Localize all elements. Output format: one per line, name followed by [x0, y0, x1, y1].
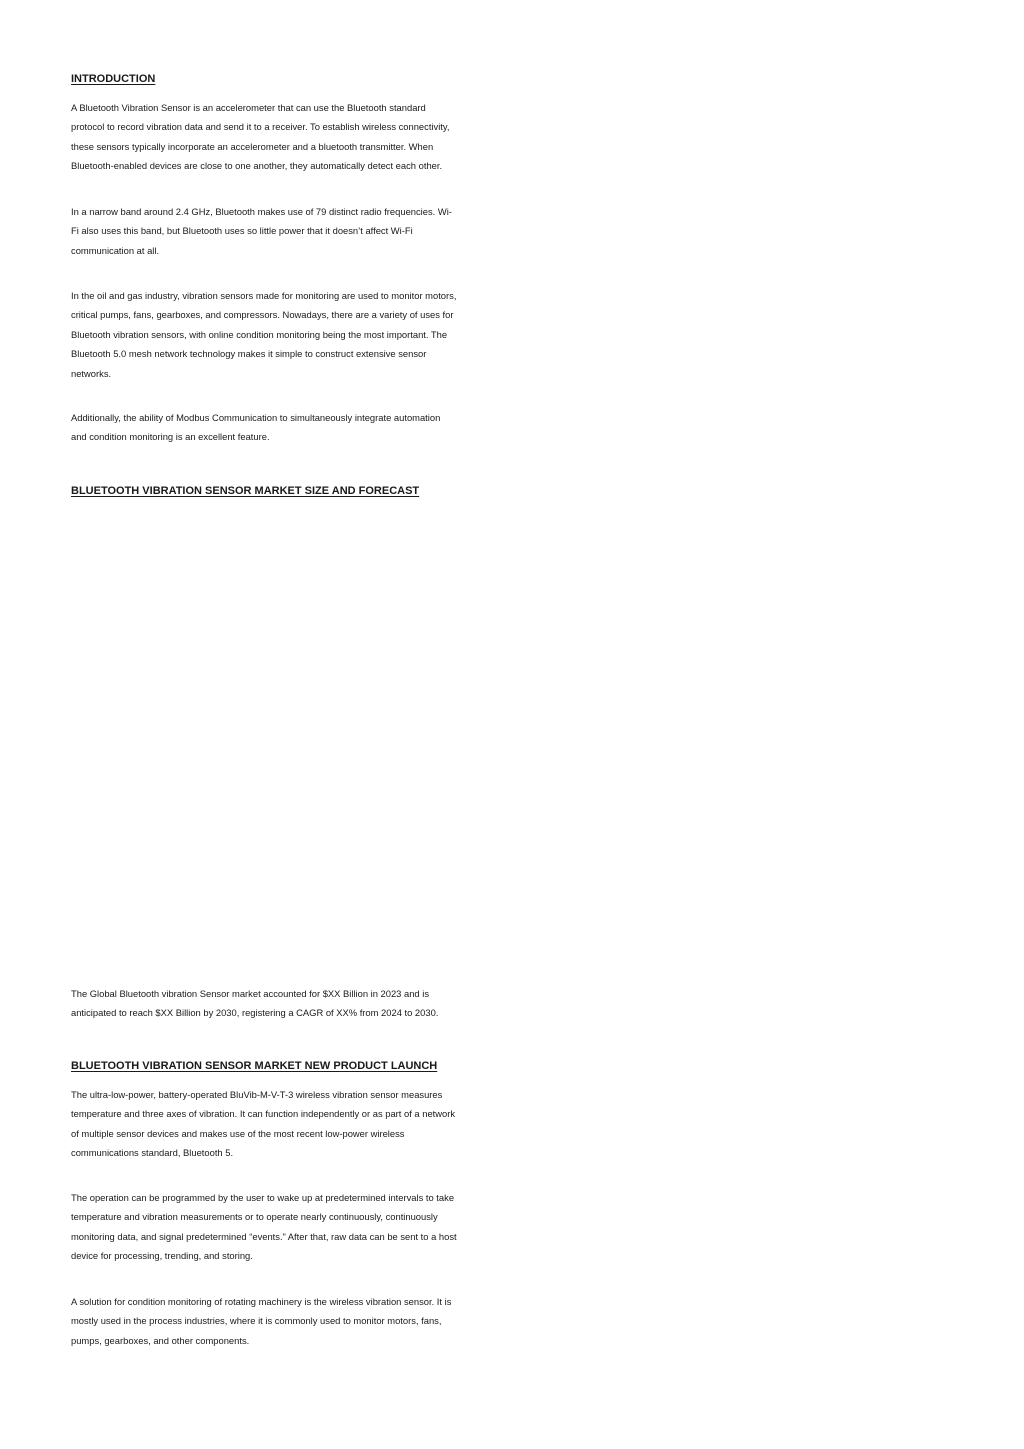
market-paragraph [71, 984, 503, 1023]
text-line: The Global Bluetooth vibration Sensor market accounted for $XX Billion in 2023 and is [71, 988, 430, 999]
text-line: In a narrow band around 2.4 GHz, Bluetooth makes use of 79 distinct radio frequencies. Wi- [71, 206, 452, 217]
text-line: monitoring data, and signal predetermined “events.” After that, raw data can be sent to a host [71, 1230, 457, 1242]
text-line: and condition monitoring is an excellent feature. [71, 431, 270, 443]
blank-figure-area [71, 515, 503, 975]
text-line: temperature and vibration measurements or to operate nearly continuously, continuously [71, 1211, 438, 1223]
text-line: Bluetooth vibration sensors, with online condition monitoring being the most important. The [71, 328, 448, 340]
text-line: mostly used in the process industries, where it is commonly used to monitor motors, fans, [71, 1315, 442, 1327]
text-line: communications standard, Bluetooth 5. [71, 1147, 234, 1159]
text-line: The operation can be programmed by the user to wake up at predetermined intervals to take [71, 1192, 455, 1203]
text-line: communication at all. [71, 244, 160, 256]
text-line: In the oil and gas industry, vibration sensors made for monitoring are used to monitor motors, [71, 290, 457, 301]
text-line: of multiple sensor devices and makes use of the most recent low-power wireless [71, 1127, 405, 1139]
section-heading-product-launch: BLUETOOTH VIBRATION SENSOR MARKET NEW PRODUCT LAUNCH [71, 1060, 438, 1072]
text-line: anticipated to reach $XX Billion by 2030, registering a CAGR of XX% from 2024 to 2030. [71, 1007, 439, 1019]
text-line: temperature and three axes of vibration. It can function independently or as part of a network [71, 1108, 456, 1120]
launch-paragraph-2 [71, 1188, 503, 1266]
text-line: Bluetooth 5.0 mesh network technology makes it simple to construct extensive sensor [71, 348, 427, 360]
text-line: A Bluetooth Vibration Sensor is an accelerometer that can use the Bluetooth standard [71, 102, 426, 113]
text-line: device for processing, trending, and storing. [71, 1250, 253, 1262]
intro-paragraph-2 [71, 202, 503, 260]
text-line: protocol to record vibration data and send it to a receiver. To establish wireless connectivity, [71, 121, 450, 133]
text-line: critical pumps, fans, gearboxes, and compressors. Nowadays, there are a variety of uses for [71, 309, 454, 321]
launch-paragraph-1 [71, 1085, 503, 1163]
text-line: these sensors typically incorporate an accelerometer and a bluetooth transmitter. When [71, 140, 434, 152]
section-heading-market-size: BLUETOOTH VIBRATION SENSOR MARKET SIZE AND FORECAST [71, 485, 420, 497]
text-line: A solution for condition monitoring of rotating machinery is the wireless vibration sensor. It is [71, 1296, 452, 1307]
intro-paragraph-4 [71, 408, 503, 447]
text-line: networks. [71, 367, 112, 379]
text-line: Fi also uses this band, but Bluetooth uses so little power that it doesn’t affect Wi-Fi [71, 225, 413, 237]
section-heading-introduction: INTRODUCTION [71, 73, 156, 85]
text-line: Additionally, the ability of Modbus Communication to simultaneously integrate automation [71, 412, 441, 423]
text-line: pumps, gearboxes, and other components. [71, 1334, 250, 1346]
intro-paragraph-3 [71, 286, 503, 383]
text-line: Bluetooth-enabled devices are close to one another, they automatically detect each other. [71, 160, 443, 172]
text-line: The ultra-low-power, battery-operated BluVib-M-V-T-3 wireless vibration sensor measures [71, 1089, 443, 1100]
launch-paragraph-3 [71, 1292, 503, 1350]
intro-paragraph-1 [71, 98, 503, 176]
